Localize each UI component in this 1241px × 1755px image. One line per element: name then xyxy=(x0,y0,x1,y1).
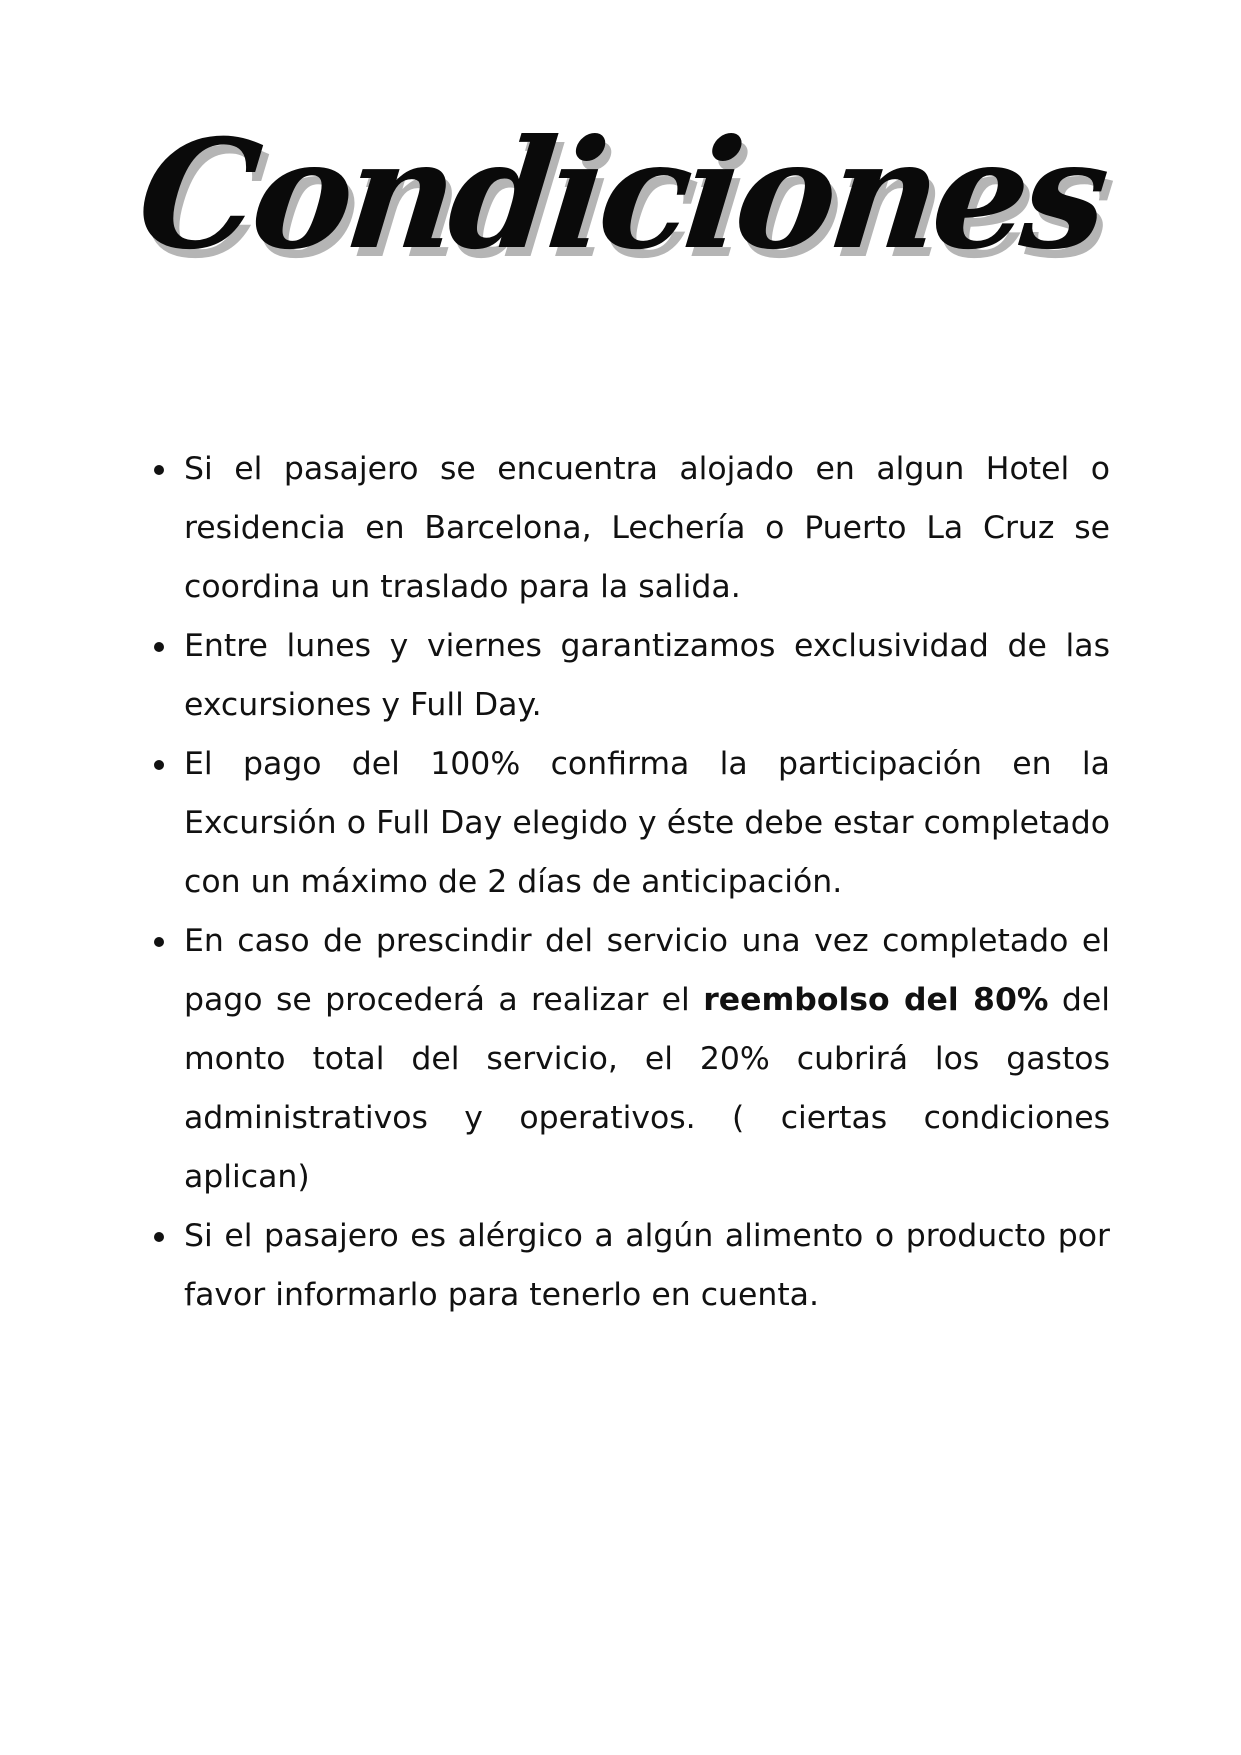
bullet-icon xyxy=(154,642,164,652)
bullet-icon xyxy=(154,760,164,770)
condition-text: Entre lunes y viernes garantizamos exclusividad de las excursiones y Full Day. xyxy=(184,628,1110,723)
bullet-icon xyxy=(154,937,164,947)
condition-item-refund xyxy=(148,912,1110,1207)
refund-highlight: reembolso del 80% xyxy=(703,982,1049,1018)
condition-item-hotel-transfer xyxy=(148,440,1110,617)
condition-item-exclusivity xyxy=(148,617,1110,735)
page-title: Condiciones xyxy=(130,107,1111,283)
condition-item-allergies xyxy=(148,1207,1110,1325)
condition-text-after: del monto total del servicio, el 20% cubrirá los gastos administrativos y operativos. ( ciertas condiciones aplican) xyxy=(184,982,1110,1195)
conditions-list xyxy=(148,440,1110,1325)
bullet-icon xyxy=(154,1232,164,1242)
condition-text: Si el pasajero es alérgico a algún alimento o producto por favor informarlo para tenerlo en cuenta. xyxy=(184,1218,1110,1313)
condition-item-payment xyxy=(148,735,1110,912)
bullet-icon xyxy=(154,465,164,475)
condition-text-before: En caso de prescindir del servicio una vez completado el pago se procederá a realizar el xyxy=(184,923,1110,1018)
title-block xyxy=(0,95,1241,335)
condition-text: El pago del 100% confirma la participación en la Excursión o Full Day elegido y éste debe estar completado con un máximo de 2 días de anticipación. xyxy=(184,746,1110,900)
condition-text: Si el pasajero se encuentra alojado en algun Hotel o residencia en Barcelona, Lechería o Puerto La Cruz se coordina un traslado para la salida. xyxy=(184,451,1110,605)
